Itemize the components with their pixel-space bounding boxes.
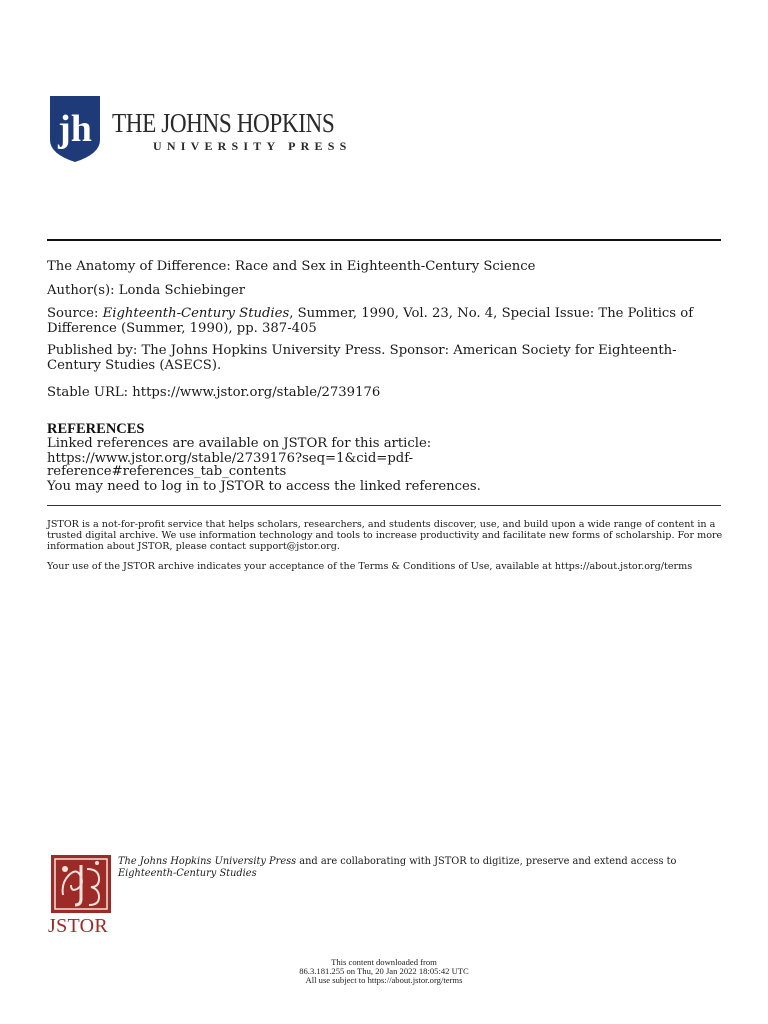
source-journal: Eighteenth-Century Studies (102, 306, 290, 321)
top-divider (47, 239, 721, 241)
references-link-part2[interactable]: reference#references_tab_contents (47, 464, 287, 479)
publisher-logo-name: THE JOHNS HOPKINS (112, 108, 335, 138)
collab-publisher: The Johns Hopkins University Press (118, 856, 297, 867)
article-title: The Anatomy of Difference: Race and Sex in Eighteenth-Century Science (47, 259, 536, 274)
source-label: Source: (47, 306, 99, 321)
jstor-wordmark: JSTOR (48, 915, 109, 937)
references-login-note: You may need to log in to JSTOR to access the linked references. (47, 479, 481, 494)
references-intro: Linked references are available on JSTOR for this article: (47, 436, 432, 451)
publisher-logo-subtitle: UNIVERSITY PRESS (153, 139, 352, 153)
jhu-monogram: jh (58, 108, 92, 150)
article-source (47, 306, 721, 336)
collab-middle: are collaborating with JSTOR to digitize, preserve and extend access to (320, 856, 677, 867)
article-stable-url[interactable]: Stable URL: https://www.jstor.org/stable/2739176 (47, 385, 381, 400)
jstor-mark-icon (51, 855, 111, 913)
footer-terms: All use subject to https://about.jstor.org/terms (305, 975, 463, 985)
author-label: Author(s): (47, 283, 115, 298)
jstor-about-notice: JSTOR is a not-for-profit service that helps scholars, researchers, and students discover, use, and build upon a wide range of content in a trusted digital archive. We use information technology and tools to increase productivity and facilitate new forms of scholarship. For more information about JSTOR, please contact support@jstor.org. (47, 519, 723, 552)
footer-downloaded: This content downloaded from (331, 957, 437, 967)
jstor-logo (48, 855, 116, 937)
author-name: Londa Schiebinger (118, 283, 246, 298)
footer-ip-date: 86.3.181.255 on Thu, 20 Jan 2022 18:05:42 UTC (299, 966, 469, 976)
jstor-terms-notice: Your use of the JSTOR archive indicates your acceptance of the Terms & Conditions of Use, available at https://about.jstor.org/terms (47, 561, 693, 572)
article-author (47, 283, 721, 298)
article-publisher: Published by: The Johns Hopkins University Press. Sponsor: American Society for Eighteenth-Century Studies (ASECS). (47, 343, 677, 373)
publisher-logo (50, 96, 350, 164)
references-link-part1[interactable]: https://www.jstor.org/stable/2739176?seq=1&cid=pdf- (47, 451, 414, 466)
middle-divider (47, 505, 721, 506)
collab-and: and (296, 856, 321, 867)
references-heading: REFERENCES (47, 421, 145, 437)
jhu-shield-icon (50, 96, 100, 162)
source-details: , Summer, 1990, Vol. 23, No. 4, Special Issue: The Politics of Difference (Summer, 1990), pp. 387-405 (47, 306, 694, 336)
collab-journal: Eighteenth-Century Studies (118, 868, 257, 879)
collaboration-statement (118, 856, 678, 880)
